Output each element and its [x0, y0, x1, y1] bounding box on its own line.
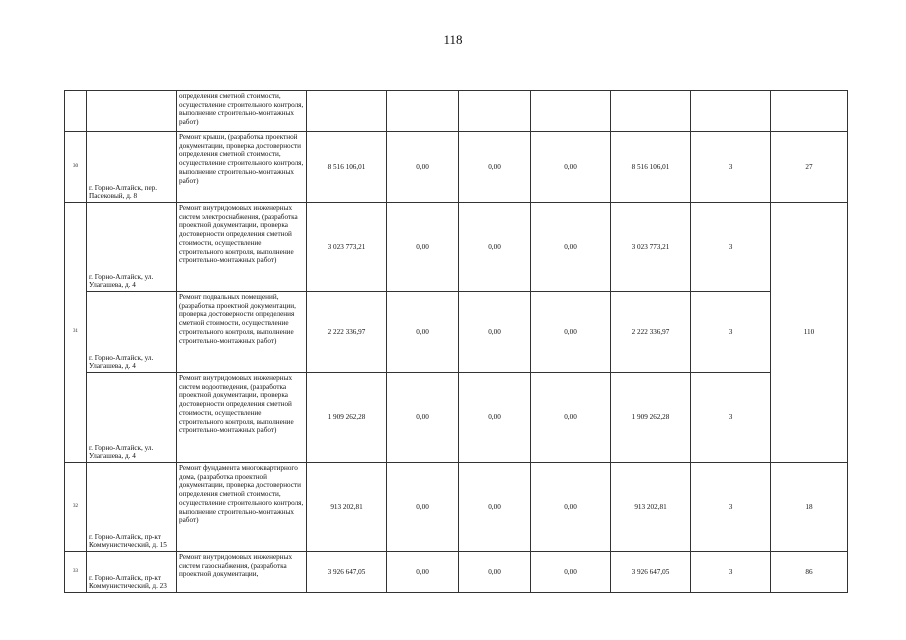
- local-budget-cell: [531, 91, 611, 132]
- year-cell: 3: [691, 203, 771, 292]
- local-budget-cell: 0,00: [531, 203, 611, 292]
- table-row: [65, 373, 848, 463]
- table-row: [65, 552, 848, 593]
- address-cell: [87, 91, 177, 132]
- apartments-cell: [771, 91, 848, 132]
- fund-share-cell: 0,00: [387, 203, 459, 292]
- fund-share-cell: 0,00: [387, 463, 459, 552]
- year-cell: 3: [691, 373, 771, 463]
- apartments-cell: 27: [771, 132, 848, 203]
- work-description-cell: Ремонт фундамента многоквартирного дома, (разработка проектной документации, проверка достоверности определения сметной стоимости, осуществление строительного контроля, выполнение строительно-монтажных работ): [177, 463, 307, 552]
- budget-share-cell: 0,00: [459, 552, 531, 593]
- fund-share-cell: 0,00: [387, 132, 459, 203]
- work-description-cell: определения сметной стоимости, осуществление строительного контроля, выполнение строительно-монтажных работ): [177, 91, 307, 132]
- budget-share-cell: 0,00: [459, 463, 531, 552]
- total-cost-cell: 3 023 773,21: [307, 203, 387, 292]
- table-row: [65, 132, 848, 203]
- fund-share-cell: [387, 91, 459, 132]
- row-number: 32: [65, 463, 87, 552]
- total-cost-cell: 1 909 262,28: [307, 373, 387, 463]
- local-budget-cell: 0,00: [531, 552, 611, 593]
- fund-share-cell: 0,00: [387, 373, 459, 463]
- work-description-cell: Ремонт внутридомовых инженерных систем водоотведения, (разработка проектной документации, проверка достоверности определения сметной стоимости, осуществление строительного контроля, выполнение строительно-монтажных работ): [177, 373, 307, 463]
- page-number: 118: [443, 32, 463, 47]
- capital-repair-table: [64, 90, 848, 593]
- address-cell: г. Горно-Алтайск, пер. Пасековый, д. 8: [87, 132, 177, 203]
- work-description-cell: Ремонт внутридомовых инженерных систем газоснабжения, (разработка проектной документации,: [177, 552, 307, 593]
- year-cell: 3: [691, 132, 771, 203]
- total-cost-cell: [307, 91, 387, 132]
- apartments-cell: 18: [771, 463, 848, 552]
- budget-share-cell: 0,00: [459, 373, 531, 463]
- row-number: 33: [65, 552, 87, 593]
- table-row: [65, 91, 848, 132]
- owners-funds-cell: 8 516 106,01: [611, 132, 691, 203]
- fund-share-cell: 0,00: [387, 552, 459, 593]
- local-budget-cell: 0,00: [531, 292, 611, 373]
- budget-share-cell: 0,00: [459, 203, 531, 292]
- apartments-cell: 86: [771, 552, 848, 593]
- owners-funds-cell: 913 202,81: [611, 463, 691, 552]
- work-description-cell: Ремонт внутридомовых инженерных систем электроснабжения, (разработка проектной документации, проверка достоверности определения сметной стоимости, осуществление строительного контроля, выполнение строительно-монтажных работ): [177, 203, 307, 292]
- address-cell: г. Горно-Алтайск, ул. Улагашева, д. 4: [87, 292, 177, 373]
- budget-share-cell: 0,00: [459, 292, 531, 373]
- table-row: [65, 203, 848, 292]
- total-cost-cell: 913 202,81: [307, 463, 387, 552]
- address-cell: г. Горно-Алтайск, ул. Улагашева, д. 4: [87, 373, 177, 463]
- year-cell: 3: [691, 552, 771, 593]
- owners-funds-cell: 1 909 262,28: [611, 373, 691, 463]
- local-budget-cell: 0,00: [531, 373, 611, 463]
- row-number: [65, 91, 87, 132]
- owners-funds-cell: [611, 91, 691, 132]
- work-description-cell: Ремонт крыши, (разработка проектной документации, проверка достоверности определения сметной стоимости, осуществление строительного контроля, выполнение строительно-монтажных работ): [177, 132, 307, 203]
- table-row: [65, 292, 848, 373]
- total-cost-cell: 3 926 647,05: [307, 552, 387, 593]
- local-budget-cell: 0,00: [531, 463, 611, 552]
- owners-funds-cell: 3 023 773,21: [611, 203, 691, 292]
- apartments-cell: 110: [771, 203, 848, 463]
- row-number: 31: [65, 203, 87, 463]
- address-cell: г. Горно-Алтайск, пр-кт Коммунистический, д. 15: [87, 463, 177, 552]
- year-cell: [691, 91, 771, 132]
- local-budget-cell: 0,00: [531, 132, 611, 203]
- row-number: 30: [65, 132, 87, 203]
- owners-funds-cell: 3 926 647,05: [611, 552, 691, 593]
- address-cell: г. Горно-Алтайск, пр-кт Коммунистический, д. 23: [87, 552, 177, 593]
- year-cell: 3: [691, 463, 771, 552]
- table-row: [65, 463, 848, 552]
- budget-share-cell: [459, 91, 531, 132]
- address-cell: г. Горно-Алтайск, ул. Улагашева, д. 4: [87, 203, 177, 292]
- year-cell: 3: [691, 292, 771, 373]
- owners-funds-cell: 2 222 336,97: [611, 292, 691, 373]
- total-cost-cell: 2 222 336,97: [307, 292, 387, 373]
- work-description-cell: Ремонт подвальных помещений, (разработка проектной документации, проверка достоверности определения сметной стоимости, осуществление строительного контроля, выполнение строительно-монтажных работ): [177, 292, 307, 373]
- budget-share-cell: 0,00: [459, 132, 531, 203]
- total-cost-cell: 8 516 106,01: [307, 132, 387, 203]
- fund-share-cell: 0,00: [387, 292, 459, 373]
